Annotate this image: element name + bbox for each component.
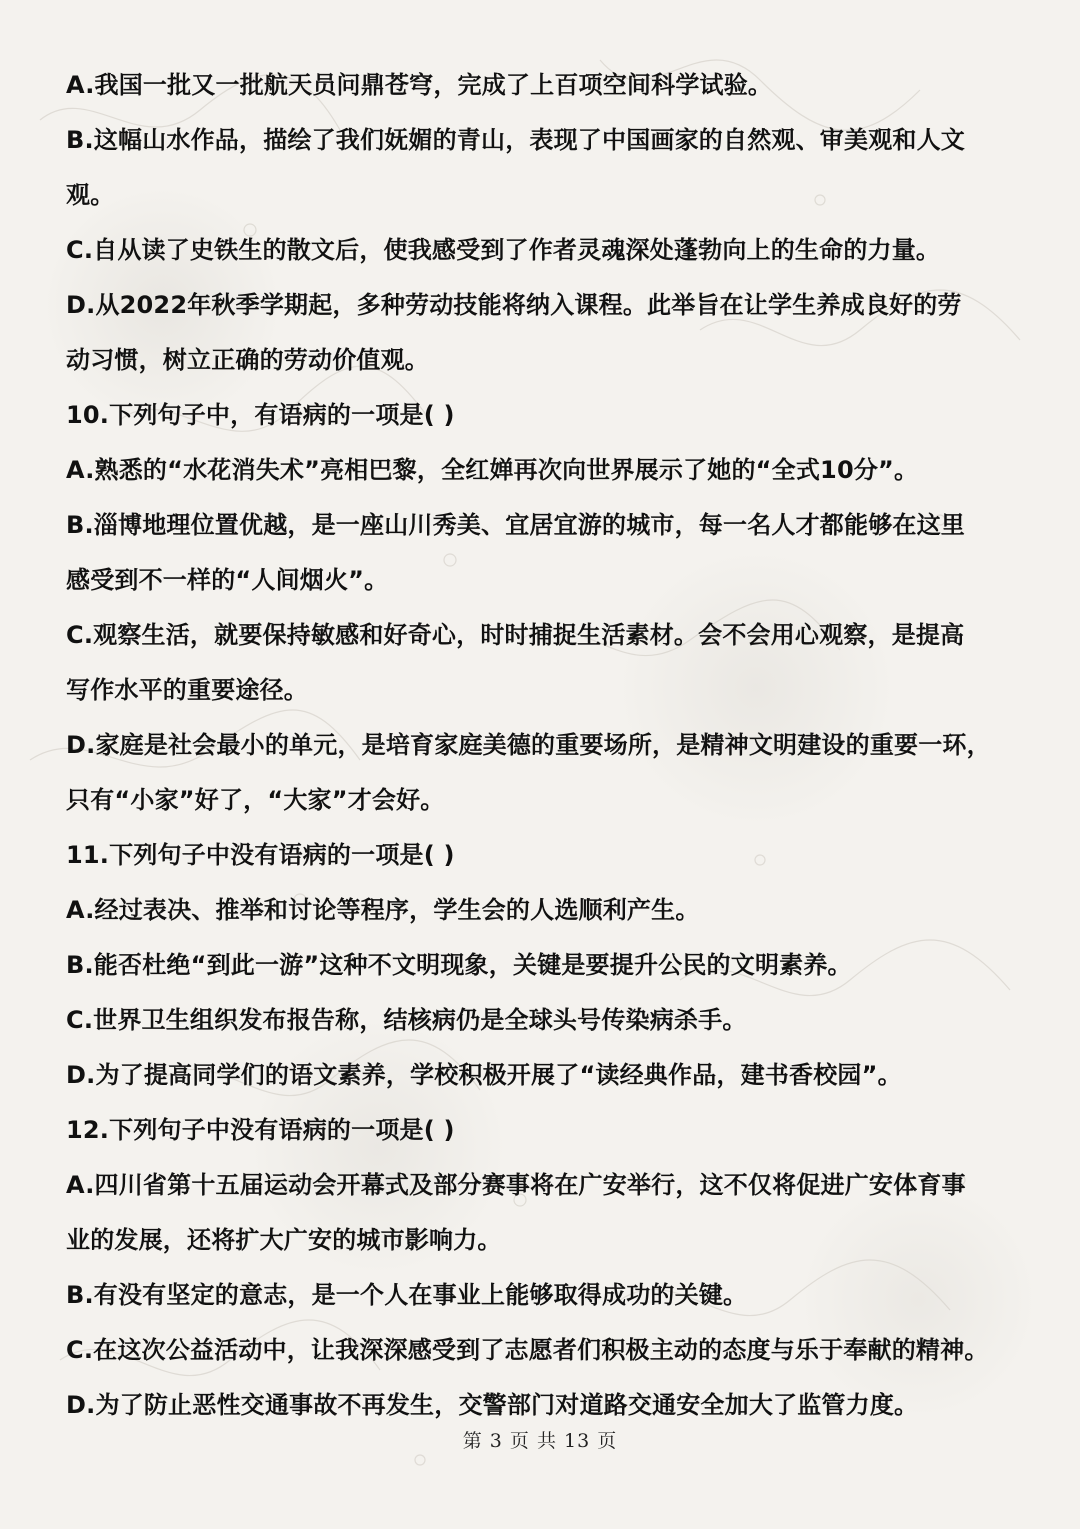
page-number-footer: 第 3 页 共 13 页 xyxy=(462,1430,618,1452)
text-line: A.四川省第十五届运动会开幕式及部分赛事将在广安举行，这不仅将促进广安体育事 xyxy=(66,1171,966,1199)
text-line: 感受到不一样的“人间烟火”。 xyxy=(66,566,389,594)
text-line: 只有“小家”好了，“大家”才会好。 xyxy=(66,786,445,814)
text-line: B.这幅山水作品，描绘了我们妩媚的青山，表现了中国画家的自然观、审美观和人文 xyxy=(66,126,966,154)
text-line: A.我国一批又一批航天员问鼎苍穹，完成了上百项空间科学试验。 xyxy=(66,71,773,99)
text-line: A.熟悉的“水花消失术”亮相巴黎，全红婵再次向世界展示了她的“全式10分”。 xyxy=(66,456,919,484)
question-title: 11.下列句子中没有语病的一项是( ) xyxy=(66,841,455,869)
question-title: 12.下列句子中没有语病的一项是( ) xyxy=(66,1116,455,1144)
question-content xyxy=(66,58,1036,1433)
text-line: 观。 xyxy=(66,181,115,209)
text-line: B.能否杜绝“到此一游”这种不文明现象，关键是要提升公民的文明素养。 xyxy=(66,951,852,979)
text-line: D.为了提高同学们的语文素养，学校积极开展了“读经典作品，建书香校园”。 xyxy=(66,1061,902,1089)
text-line: C.自从读了史铁生的散文后，使我感受到了作者灵魂深处蓬勃向上的生命的力量。 xyxy=(66,236,941,264)
text-line: C.世界卫生组织发布报告称，结核病仍是全球头号传染病杀手。 xyxy=(66,1006,747,1034)
text-line: D.家庭是社会最小的单元，是培育家庭美德的重要场所，是精神文明建设的重要一环， xyxy=(66,731,991,759)
text-line: 写作水平的重要途径。 xyxy=(66,676,308,704)
text-line: A.经过表决、推举和讨论等程序，学生会的人选顺利产生。 xyxy=(66,896,700,924)
text-line: B.淄博地理位置优越，是一座山川秀美、宜居宜游的城市，每一名人才都能够在这里 xyxy=(66,511,966,539)
text-line: 动习惯，树立正确的劳动价值观。 xyxy=(66,346,429,374)
text-line: C.在这次公益活动中，让我深深感受到了志愿者们积极主动的态度与乐于奉献的精神。 xyxy=(66,1336,989,1364)
text-line: 业的发展，还将扩大广安的城市影响力。 xyxy=(66,1226,502,1254)
text-line: C.观察生活，就要保持敏感和好奇心，时时捕捉生活素材。会不会用心观察，是提高 xyxy=(66,621,965,649)
question-title: 10.下列句子中，有语病的一项是( ) xyxy=(66,401,455,429)
text-line: B.有没有坚定的意志，是一个人在事业上能够取得成功的关键。 xyxy=(66,1281,748,1309)
text-line: D.为了防止恶性交通事故不再发生，交警部门对道路交通安全加大了监管力度。 xyxy=(66,1391,919,1419)
text-line: D.从2022年秋季学期起，多种劳动技能将纳入课程。此举旨在让学生养成良好的劳 xyxy=(66,291,962,319)
